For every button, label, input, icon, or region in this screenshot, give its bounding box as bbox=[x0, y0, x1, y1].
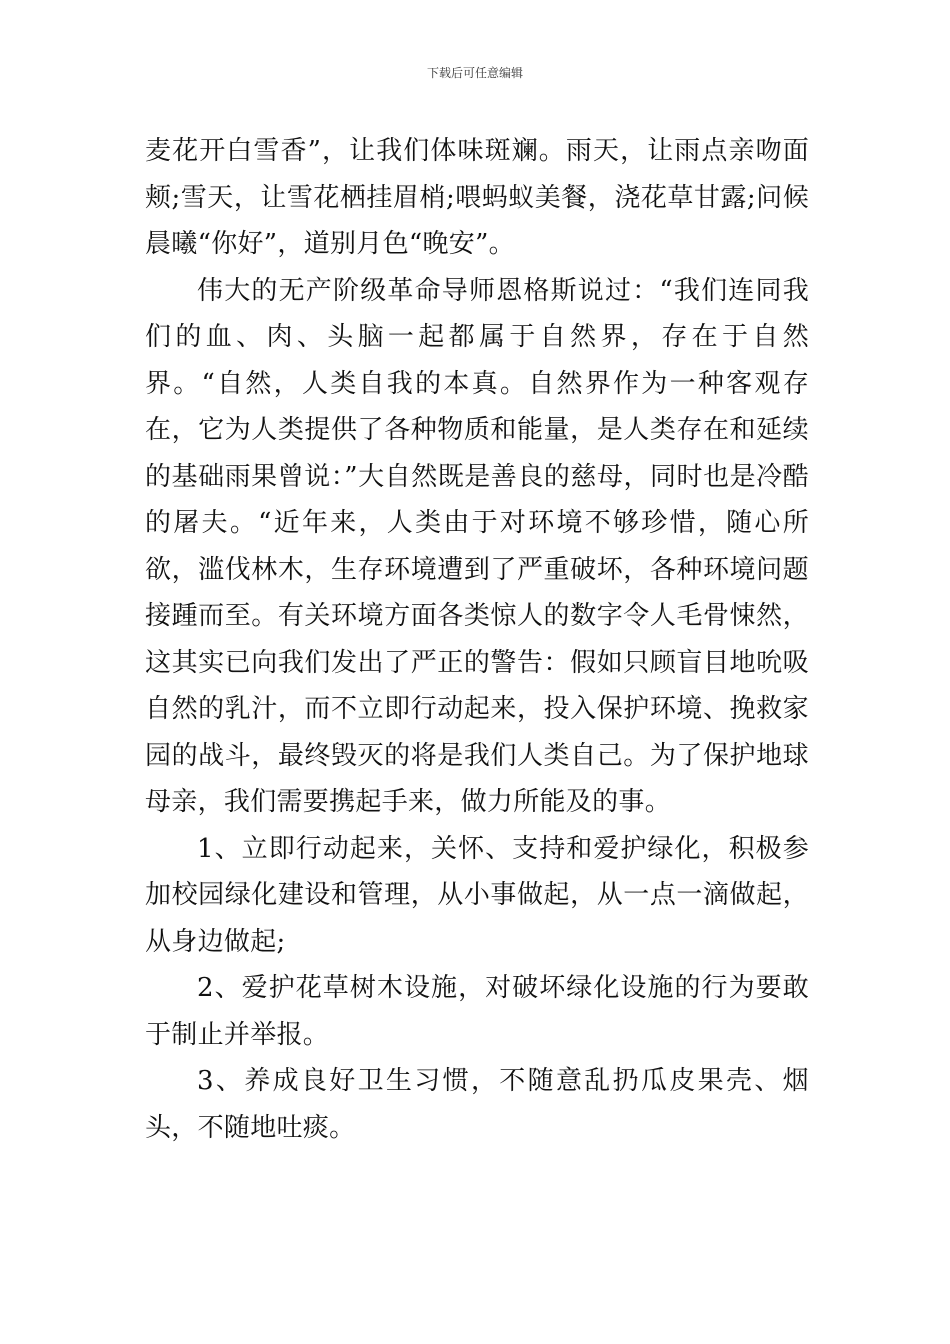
paragraph-item-1: 1、立即行动起来，关怀、支持和爱护绿化，积极参加校园绿化建设和管理，从小事做起，从一点一滴做起，从身边做起; bbox=[145, 833, 809, 957]
paragraph-item-3: 3、养成良好卫生习惯，不随意乱扔瓜皮果壳、烟头，不随地吐痰。 bbox=[145, 1066, 809, 1143]
paragraph-engels-quote: 伟大的无产阶级革命导师恩格斯说过：“我们连同我们的血、肉、头脑一起都属于自然界，存在于自然界。“自然，人类自我的本真。自然界作为一种客观存在，它为人类提供了各种物质和能量，是人类存在和延续的基础雨果曾说：”大自然既是善良的慈母，同时也是冷酷的屠夫。“近年来，人类由于对环境不够珍惜，随心所欲，滥伐林木，生存环境遭到了严重破坏，各种环境问题接踵而至。有关环境方面各类惊人的数字令人毛骨悚然，这其实已向我们发出了严正的警告：假如只顾盲目地吮吸自然的乳汁，而不立即行动起来，投入保护环境、挽救家园的战斗，最终毁灭的将是我们人类自己。为了保护地球母亲，我们需要携起手来，做力所能及的事。 bbox=[145, 275, 809, 817]
document-body bbox=[145, 128, 809, 1151]
paragraph-continuation: 麦花开白雪香”，让我们体味斑斓。雨天，让雨点亲吻面颊;雪天，让雪花栖挂眉梢;喂蚂蚁美餐，浇花草甘露;问候晨曦“你好”，道别月色“晚安”。 bbox=[145, 136, 809, 259]
page-header: 下载后可任意编辑 bbox=[426, 66, 523, 80]
paragraph-item-2: 2、爱护花草树木设施，对破坏绿化设施的行为要敢于制止并举报。 bbox=[145, 973, 809, 1050]
